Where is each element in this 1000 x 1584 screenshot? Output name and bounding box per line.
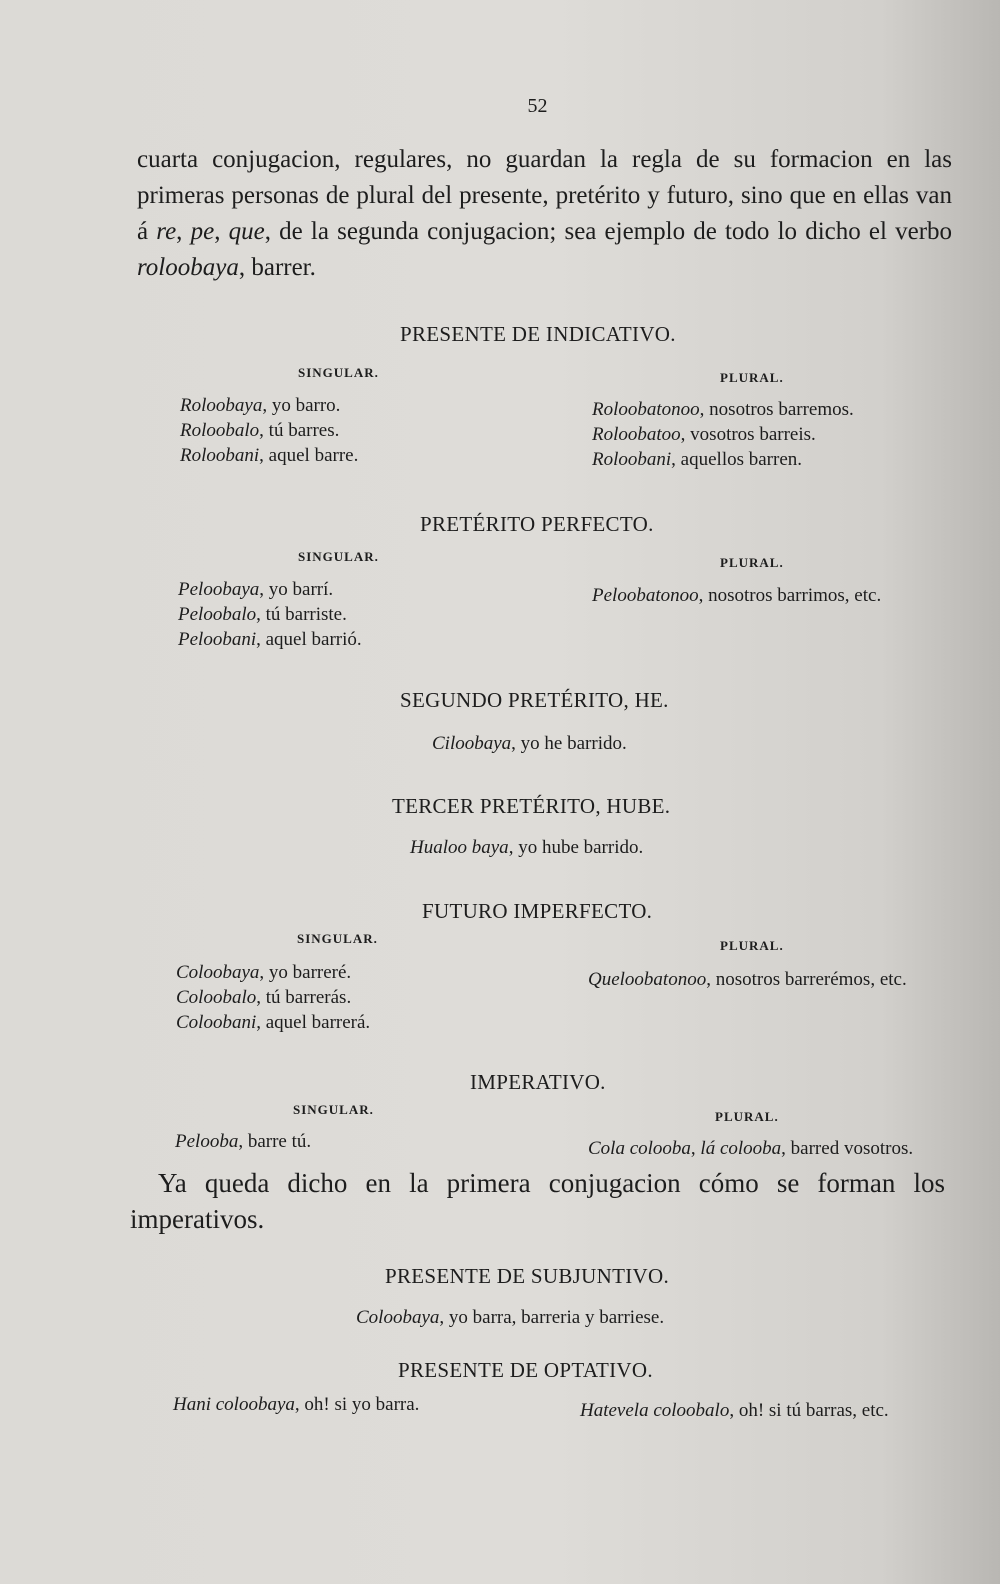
conjugation-list: [176, 960, 370, 1035]
heading-segundo-preterito: SEGUNDO PRETÉRITO, HE.: [400, 688, 669, 712]
heading-imperativo: IMPERATIVO.: [470, 1070, 606, 1094]
singular-label: SINGULAR.: [298, 549, 379, 564]
conjugation-line: Hualoo baya, yo hube barrido.: [410, 837, 644, 858]
singular-label: SINGULAR.: [293, 1102, 374, 1117]
page-number: 52: [527, 95, 548, 117]
heading-futuro-imperfecto: FUTURO IMPERFECTO.: [422, 899, 653, 923]
conjugation-list: [592, 583, 881, 608]
plural-label: PLURAL.: [720, 370, 784, 385]
imperativo-note: Ya queda dicho en la primera conjugacion cómo se forman los imperativos.: [130, 1168, 945, 1234]
conjugation-line: Roloobaya, yo barro.: [180, 395, 341, 416]
singular-label: SINGULAR.: [298, 365, 379, 380]
conjugation-line: Hani coloobaya, oh! si yo barra.: [173, 1394, 420, 1415]
conjugation-line: Coloobani, aquel barrerá.: [176, 1012, 371, 1033]
conjugation-list: [178, 577, 362, 652]
plural-label: PLURAL.: [720, 938, 784, 953]
conjugation-line: Pelooba, barre tú.: [175, 1131, 312, 1152]
conjugation-line: Peloobatonoo, nosotros barrimos, etc.: [592, 585, 882, 606]
plural-label: PLURAL.: [715, 1109, 779, 1124]
conjugation-line: Roloobatoo, vosotros barreis.: [592, 424, 816, 445]
heading-presente-subjuntivo: PRESENTE DE SUBJUNTIVO.: [385, 1264, 669, 1288]
conjugation-line: Queloobatonoo, nosotros barrerémos, etc.: [588, 969, 907, 990]
heading-presente-indicativo: PRESENTE DE INDICATIVO.: [400, 322, 676, 346]
conjugation-list: [588, 967, 907, 992]
heading-tercer-preterito: TERCER PRETÉRITO, HUBE.: [392, 794, 671, 818]
singular-label: SINGULAR.: [297, 931, 378, 946]
conjugation-line: Coloobaya, yo barra, barreria y barriese.: [356, 1307, 665, 1328]
intro-paragraph: cuarta conjugacion, regulares, no guardan la regla de su formacion en las primeras personas de plural del presente, pretérito y futuro, sino que en ellas van á re, pe, que, de la segunda conjugacion; sea ejemplo de todo lo dicho el verbo roloobaya, barrer.: [137, 146, 953, 281]
conjugation-line: Roloobani, aquel barre.: [180, 445, 359, 466]
conjugation-line: Peloobani, aquel barrió.: [178, 629, 362, 650]
conjugation-line: Cola colooba, lá colooba, barred vosotros.: [588, 1138, 914, 1159]
plural-label: PLURAL.: [720, 555, 784, 570]
conjugation-line: Peloobaya, yo barrí.: [178, 579, 334, 600]
conjugation-list: [592, 397, 854, 472]
conjugation-list: [180, 393, 358, 468]
conjugation-line: Hatevela coloobalo, oh! si tú barras, etc.: [580, 1400, 889, 1421]
conjugation-line: Roloobatonoo, nosotros barremos.: [592, 399, 854, 420]
conjugation-line: Roloobalo, tú barres.: [180, 420, 340, 441]
heading-preterito-perfecto: PRETÉRITO PERFECTO.: [420, 512, 654, 536]
conjugation-line: Roloobani, aquellos barren.: [592, 449, 803, 470]
conjugation-line: Coloobaya, yo barreré.: [176, 962, 352, 983]
conjugation-line: Coloobalo, tú barrerás.: [176, 987, 352, 1008]
conjugation-line: Ciloobaya, yo he barrido.: [432, 733, 627, 754]
conjugation-line: Peloobalo, tú barriste.: [178, 604, 347, 625]
heading-presente-optativo: PRESENTE DE OPTATIVO.: [398, 1358, 653, 1382]
